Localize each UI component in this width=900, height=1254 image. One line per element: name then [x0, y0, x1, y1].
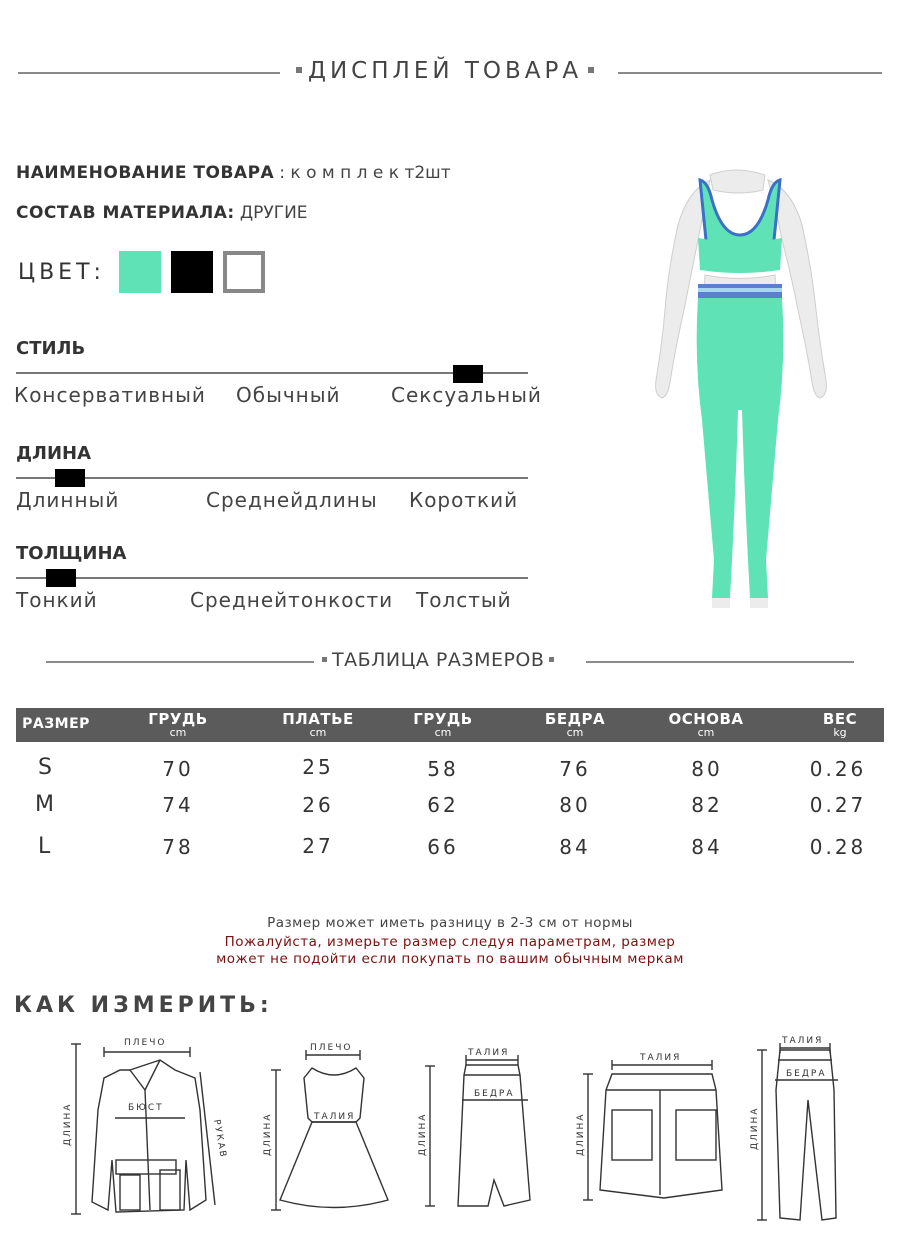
table-cell: 78	[162, 835, 194, 859]
thickness-scale-line	[16, 577, 528, 579]
note-size-difference: Размер может иметь разницу в 2-3 см от нормы	[267, 915, 633, 931]
thickness-scale-marker	[46, 569, 76, 587]
length-option: Короткий	[409, 488, 519, 512]
col-header-base: ОСНОВА cm	[668, 710, 744, 739]
size-table-title: ТАБЛИЦА РАЗМЕРОВ	[332, 649, 545, 671]
table-cell: 25	[302, 755, 334, 779]
length-title: ДЛИНА	[16, 443, 92, 464]
table-cell: 66	[427, 835, 459, 859]
size-cell: M	[35, 792, 54, 817]
measure-diagrams	[0, 1030, 900, 1252]
size-table-line-left	[46, 661, 314, 663]
jacket-length-label: ДЛИНА	[63, 1102, 73, 1146]
col-header-weight: ВЕС kg	[822, 710, 858, 739]
table-cell: 0.26	[809, 757, 867, 781]
thickness-title: ТОЛЩИНА	[16, 543, 127, 564]
skirt-diagram	[425, 1055, 530, 1206]
material-label: СОСТАВ МАТЕРИАЛА:	[16, 203, 235, 223]
leggings	[697, 284, 784, 598]
style-option: Обычный	[236, 383, 341, 407]
header-square-icon	[296, 67, 302, 73]
table-cell: 58	[427, 757, 459, 781]
jacket-shoulder-label: ПЛЕЧО	[124, 1038, 167, 1048]
dress-waist-label: ТАЛИЯ	[314, 1112, 356, 1122]
dress-diagram	[271, 1050, 388, 1210]
skirt-waist-label: ТАЛИЯ	[468, 1048, 510, 1058]
skirt-length-label: ДЛИНА	[418, 1112, 428, 1156]
header-title: ДИСПЛЕЙ ТОВАРА	[308, 58, 583, 84]
table-cell: 82	[691, 793, 723, 817]
table-cell: 84	[691, 835, 723, 859]
col-header-hips: БЕДРА cm	[544, 710, 606, 739]
size-table-header	[16, 708, 884, 742]
header-title-wrap	[290, 58, 600, 84]
length-option: Длинный	[16, 488, 120, 512]
skirt-hips-label: БЕДРА	[474, 1089, 515, 1099]
jacket-diagram	[71, 1044, 215, 1214]
table-cell: 76	[559, 757, 591, 781]
dress-length-label: ДЛИНА	[263, 1112, 273, 1156]
style-option: Сексуальный	[391, 383, 542, 407]
header-line-right	[618, 72, 882, 74]
jacket-bust-label: БЮСТ	[128, 1103, 164, 1113]
product-name-row	[16, 163, 451, 183]
size-table-square-icon	[549, 657, 554, 662]
length-scale-marker	[55, 469, 85, 487]
col-header-dress: ПЛАТЬЕ cm	[282, 710, 354, 739]
note-measure-2: может не подойти если покупать по вашим обычным меркам	[216, 951, 684, 967]
table-cell: 62	[427, 793, 459, 817]
material-row	[16, 203, 308, 223]
col-header-chest: ГРУДЬ cm	[148, 710, 208, 739]
jacket-sleeve-label: РУКАВ	[211, 1118, 228, 1160]
style-title: СТИЛЬ	[16, 338, 86, 359]
thickness-option: Толстый	[416, 588, 512, 612]
material-value: ДРУГИЕ	[239, 203, 308, 223]
product-photo	[640, 160, 840, 610]
header-line-left	[18, 72, 280, 74]
note-measure-1: Пожалуйста, измерьте размер следуя параметрам, размер	[224, 934, 676, 950]
length-scale-line	[16, 477, 528, 479]
thickness-option: Среднейтонкости	[190, 588, 394, 612]
pants-hips-label: БЕДРА	[786, 1069, 827, 1079]
pants-waist-label: ТАЛИЯ	[782, 1036, 824, 1046]
shorts-length-label: ДЛИНА	[576, 1112, 586, 1156]
table-cell: 74	[162, 793, 194, 817]
size-cell: S	[38, 755, 52, 780]
table-cell: 70	[162, 757, 194, 781]
table-cell: 0.28	[809, 835, 867, 859]
shorts-diagram	[583, 1060, 722, 1200]
table-cell: 27	[302, 834, 334, 858]
length-option: Среднейдлины	[206, 488, 378, 512]
table-cell: 84	[559, 835, 591, 859]
color-swatch-white[interactable]	[223, 251, 265, 293]
color-label: ЦВЕТ:	[18, 260, 105, 285]
dress-shoulder-label: ПЛЕЧО	[310, 1043, 353, 1053]
style-option: Консервативный	[14, 383, 206, 407]
size-table-line-right	[586, 661, 854, 663]
thickness-option: Тонкий	[16, 588, 98, 612]
how-to-measure-title: КАК ИЗМЕРИТЬ:	[14, 993, 273, 1018]
color-swatch-mint[interactable]	[119, 251, 161, 293]
table-cell: 80	[691, 757, 723, 781]
col-header-chest-2: ГРУДЬ cm	[413, 710, 473, 739]
shorts-waist-label: ТАЛИЯ	[640, 1053, 682, 1063]
pants-length-label: ДЛИНА	[750, 1106, 760, 1150]
style-scale-line	[16, 372, 528, 374]
size-table-title-wrap	[318, 649, 558, 671]
header-square-icon	[588, 67, 594, 73]
col-header-size: РАЗМЕР	[22, 716, 90, 732]
size-cell: L	[38, 834, 51, 859]
table-cell: 80	[559, 793, 591, 817]
crop-top	[698, 180, 782, 273]
style-scale-marker	[453, 365, 483, 383]
product-name-label: НАИМЕНОВАНИЕ ТОВАРА	[16, 163, 275, 183]
product-name-value: : к о м п л е к т2шт	[279, 163, 451, 183]
table-cell: 0.27	[809, 793, 867, 817]
mannequin-feet	[712, 598, 768, 608]
color-swatch-black[interactable]	[171, 251, 213, 293]
size-table-square-icon	[322, 657, 327, 662]
table-cell: 26	[302, 793, 334, 817]
